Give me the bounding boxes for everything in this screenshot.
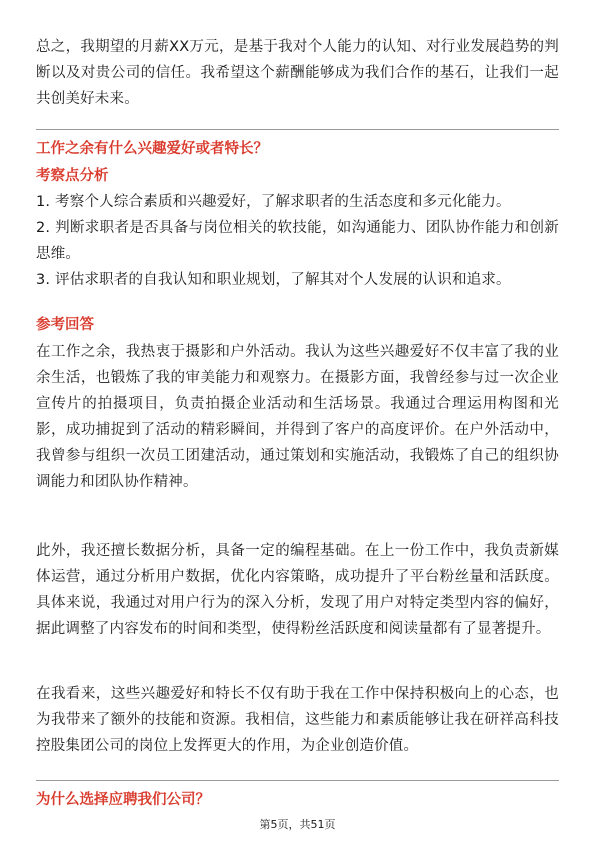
analysis-item: 1. 考察个人综合素质和兴趣爱好，了解求职者的生活态度和多元化能力。: [36, 194, 511, 210]
question-hobbies: 工作之余有什么兴趣爱好或者特长？: [36, 141, 268, 157]
section-divider-bottom: [36, 780, 559, 781]
question-why-company: 为什么选择应聘我们公司？: [36, 792, 210, 808]
analysis-item: 2. 判断求职者是否具备与岗位相关的软技能，如沟通能力、团队协作能力和创新思维。: [36, 220, 559, 262]
page-number-footer: 第5页，共51页: [259, 818, 336, 831]
answer-paragraph-2: 此外，我还擅长数据分析，具备一定的编程基础。在上一份工作中，我负责新媒体运营，通过分析用户数据，优化内容策略，成功提升了平台粉丝量和活跃度。具体来说，我通过对用户行为的深入分析，发现了用户对特定类型内容的偏好，据此调整了内容发布的时间和类型，使得粉丝活跃度和阅读量都有了显著提升。: [36, 543, 559, 637]
answer-heading: 参考回答: [36, 317, 94, 333]
section-divider-top: [36, 129, 559, 130]
analysis-item: 3. 评估求职者的自我认知和职业规划，了解其对个人发展的认识和追求。: [36, 272, 511, 288]
answer-paragraph-3: 在我看来，这些兴趣爱好和特长不仅有助于我在工作中保持积极向上的心态，也为我带来了额外的技能和资源。我相信，这些能力和素质能够让我在研祥高科技控股集团公司的岗位上发挥更大的作用，为企业创造价值。: [36, 686, 559, 754]
intro-paragraph: 总之，我期望的月薪XX万元，是基于我对个人能力的认知、对行业发展趋势的判断以及对贵公司的信任。我希望这个薪酬能够成为我们合作的基石，让我们一起共创美好未来。: [36, 39, 559, 107]
answer-paragraph-1: 在工作之余，我热衷于摄影和户外活动。我认为这些兴趣爱好不仅丰富了我的业余生活，也锻炼了我的审美能力和观察力。在摄影方面，我曾经参与过一次企业宣传片的拍摄项目，负责拍摄企业活动和生活场景。我通过合理运用构图和光影，成功捕捉到了活动的精彩瞬间，并得到了客户的高度评价。在户外活动中，我曾参与组织一次员工团建活动，通过策划和实施活动，我锻炼了自己的组织协调能力和团队协作精神。: [36, 344, 559, 490]
analysis-list: [36, 189, 559, 293]
analysis-heading: 考察点分析: [36, 168, 109, 184]
